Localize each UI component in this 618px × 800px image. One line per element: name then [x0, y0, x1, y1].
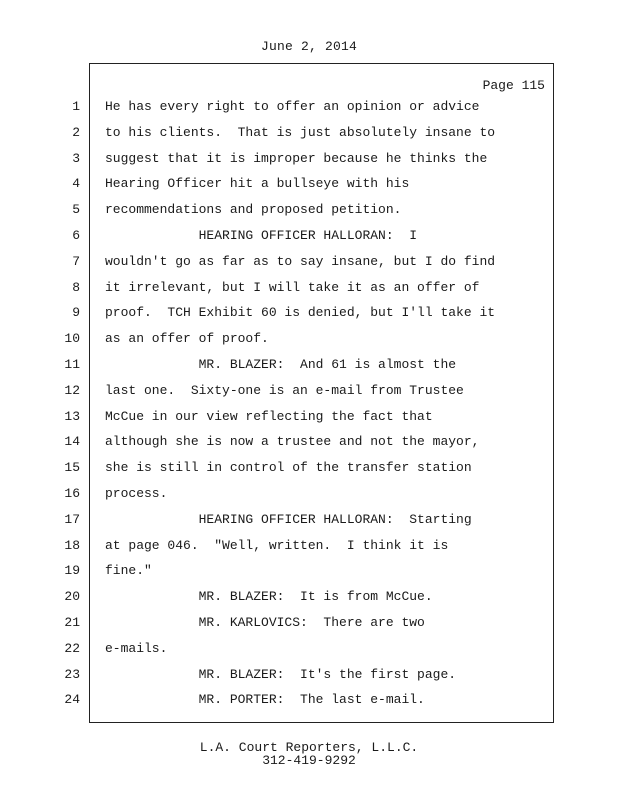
line-text: suggest that it is improper because he thinks the: [105, 151, 488, 166]
line-number: 24: [64, 692, 80, 707]
line-text: He has every right to offer an opinion or advice: [105, 99, 480, 114]
footer-phone: 312-419-9292: [262, 753, 356, 768]
line-number: 2: [72, 125, 80, 140]
line-number: 23: [64, 667, 80, 682]
line-number: 18: [64, 538, 80, 553]
line-text: process.: [105, 486, 168, 501]
line-text: HEARING OFFICER HALLORAN: Starting: [105, 512, 472, 527]
line-number: 4: [72, 176, 80, 191]
line-number: 8: [72, 280, 80, 295]
line-text: proof. TCH Exhibit 60 is denied, but I'll take it: [105, 305, 496, 320]
line-number: 16: [64, 486, 80, 501]
line-number: 20: [64, 589, 80, 604]
line-number: 6: [72, 228, 80, 243]
line-text: although she is now a trustee and not the mayor,: [105, 434, 480, 449]
line-text: wouldn't go as far as to say insane, but I do find: [105, 254, 496, 269]
line-number: 1: [72, 99, 80, 114]
line-number: 14: [64, 434, 80, 449]
line-text: last one. Sixty-one is an e-mail from Trustee: [105, 383, 464, 398]
line-text: e-mails.: [105, 641, 168, 656]
line-text: MR. BLAZER: And 61 is almost the: [105, 357, 457, 372]
line-text: MR. PORTER: The last e-mail.: [105, 692, 425, 707]
line-number: 3: [72, 151, 80, 166]
line-number: 15: [64, 460, 80, 475]
transcript-date: June 2, 2014: [260, 39, 357, 54]
line-number: 21: [64, 615, 80, 630]
line-text: Hearing Officer hit a bullseye with his: [105, 176, 410, 191]
line-text: recommendations and proposed petition.: [105, 202, 402, 217]
line-text: she is still in control of the transfer station: [105, 460, 472, 475]
line-number: 9: [72, 305, 80, 320]
line-text: MR. BLAZER: It's the first page.: [105, 667, 457, 682]
line-text: HEARING OFFICER HALLORAN: I: [105, 228, 418, 243]
line-number: 19: [64, 563, 80, 578]
line-number: 12: [64, 383, 80, 398]
line-text: as an offer of proof.: [105, 331, 269, 346]
line-number: 22: [64, 641, 80, 656]
line-number: 10: [64, 331, 80, 346]
line-text: it irrelevant, but I will take it as an offer of: [105, 280, 480, 295]
line-text: MR. KARLOVICS: There are two: [105, 615, 425, 630]
line-text: fine.": [105, 563, 152, 578]
line-text: McCue in our view reflecting the fact that: [105, 409, 433, 424]
footer-company: L.A. Court Reporters, L.L.C.: [199, 740, 419, 755]
line-text: at page 046. "Well, written. I think it is: [105, 538, 449, 553]
line-number: 5: [72, 202, 80, 217]
line-text: MR. BLAZER: It is from McCue.: [105, 589, 433, 604]
line-number: 13: [64, 409, 80, 424]
line-number: 11: [64, 357, 80, 372]
line-number: 7: [72, 254, 80, 269]
page-number: Page 115: [482, 78, 545, 93]
line-number: 17: [64, 512, 80, 527]
line-text: to his clients. That is just absolutely insane to: [105, 125, 496, 140]
